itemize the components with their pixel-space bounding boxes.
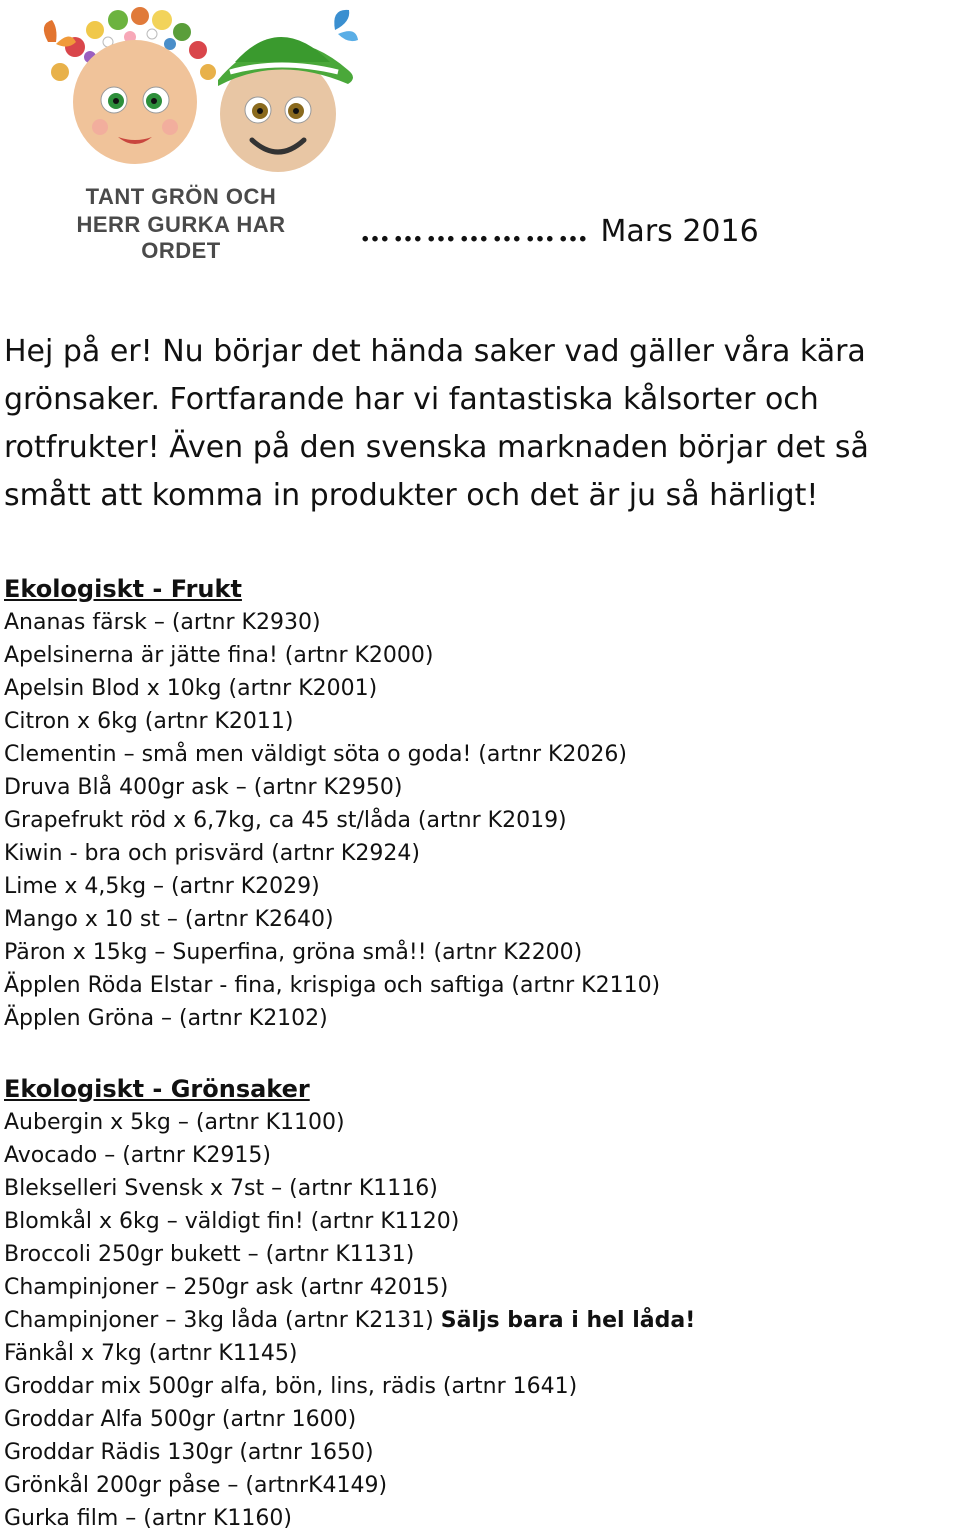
list-item: Äpplen Röda Elstar - fina, krispiga och saftiga (artnr K2110) (4, 973, 661, 998)
issue-date: Mars 2016 (600, 214, 759, 249)
intro-text: Hej på er! Nu börjar det hända saker vad gäller våra kära grönsaker. Fortfarande har vi fantastiska kålsorter och rotfrukter! Även på den svenska marknaden börjar det så smått att komma in produkter och det är ju så härligt! (4, 334, 869, 513)
list-item: Äpplen Gröna – (artnr K2102) (4, 1006, 328, 1031)
list-item: Ananas färsk – (artnr K2930) (4, 610, 321, 635)
list-item: Citron x 6kg (artnr K2011) (4, 709, 294, 734)
fruit-section (4, 572, 954, 1035)
vegetable-section (4, 1072, 954, 1535)
list-item: Mango x 10 st – (artnr K2640) (4, 907, 334, 932)
list-item: Fänkål x 7kg (artnr K1145) (4, 1341, 298, 1366)
list-item: Blekselleri Svensk x 7st – (artnr K1116) (4, 1176, 438, 1201)
list-item: Blomkål x 6kg – väldigt fin! (artnr K1120) (4, 1209, 460, 1234)
list-item: Broccoli 250gr bukett – (artnr K1131) (4, 1242, 415, 1267)
list-item: Aubergin x 5kg – (artnr K1100) (4, 1110, 345, 1135)
list-item: Druva Blå 400gr ask – (artnr K2950) (4, 775, 403, 800)
list-item: Lime x 4,5kg – (artnr K2029) (4, 874, 320, 899)
list-item: Grapefrukt röd x 6,7kg, ca 45 st/låda (artnr K2019) (4, 808, 567, 833)
list-item: Groddar mix 500gr alfa, bön, lins, rädis (artnr 1641) (4, 1374, 578, 1399)
list-item: Groddar Alfa 500gr (artnr 1600) (4, 1407, 357, 1432)
whole-box-note: Säljs bara i hel låda! (440, 1308, 696, 1333)
list-item: Päron x 15kg – Superfina, gröna små!! (artnr K2200) (4, 940, 583, 965)
list-item: Avocado – (artnr K2915) (4, 1143, 271, 1168)
logo-line-2: HERR GURKA HAR ORDET (76, 212, 286, 263)
dateline-dots: ………………… (360, 214, 591, 249)
list-item: Apelsinerna är jätte fina! (artnr K2000) (4, 643, 434, 668)
list-item: Groddar Rädis 130gr (artnr 1650) (4, 1440, 374, 1465)
list-item-text: Champinjoner – 3kg låda (artnr K2131) (4, 1308, 434, 1333)
vegetable-section-title: Ekologiskt - Grönsaker (4, 1075, 310, 1103)
list-item: Kiwin - bra och prisvärd (artnr K2924) (4, 841, 420, 866)
list-item: Apelsin Blod x 10kg (artnr K2001) (4, 676, 378, 701)
fruit-list (4, 606, 954, 1035)
list-item (4, 1304, 954, 1337)
logo-line-1: TANT GRÖN OCH (85, 184, 277, 209)
logo-faces-icon (30, 2, 360, 182)
list-item: Champinjoner – 250gr ask (artnr 42015) (4, 1275, 449, 1300)
list-item: Grönkål 200gr påse – (artnrK4149) (4, 1473, 388, 1498)
fruit-section-title: Ekologiskt - Frukt (4, 575, 242, 603)
list-item: Gurka film – (artnr K1160) (4, 1506, 292, 1531)
list-item: Clementin – små men väldigt söta o goda! (artnr K2026) (4, 742, 628, 767)
vegetable-list (4, 1106, 954, 1535)
dateline (360, 214, 920, 249)
